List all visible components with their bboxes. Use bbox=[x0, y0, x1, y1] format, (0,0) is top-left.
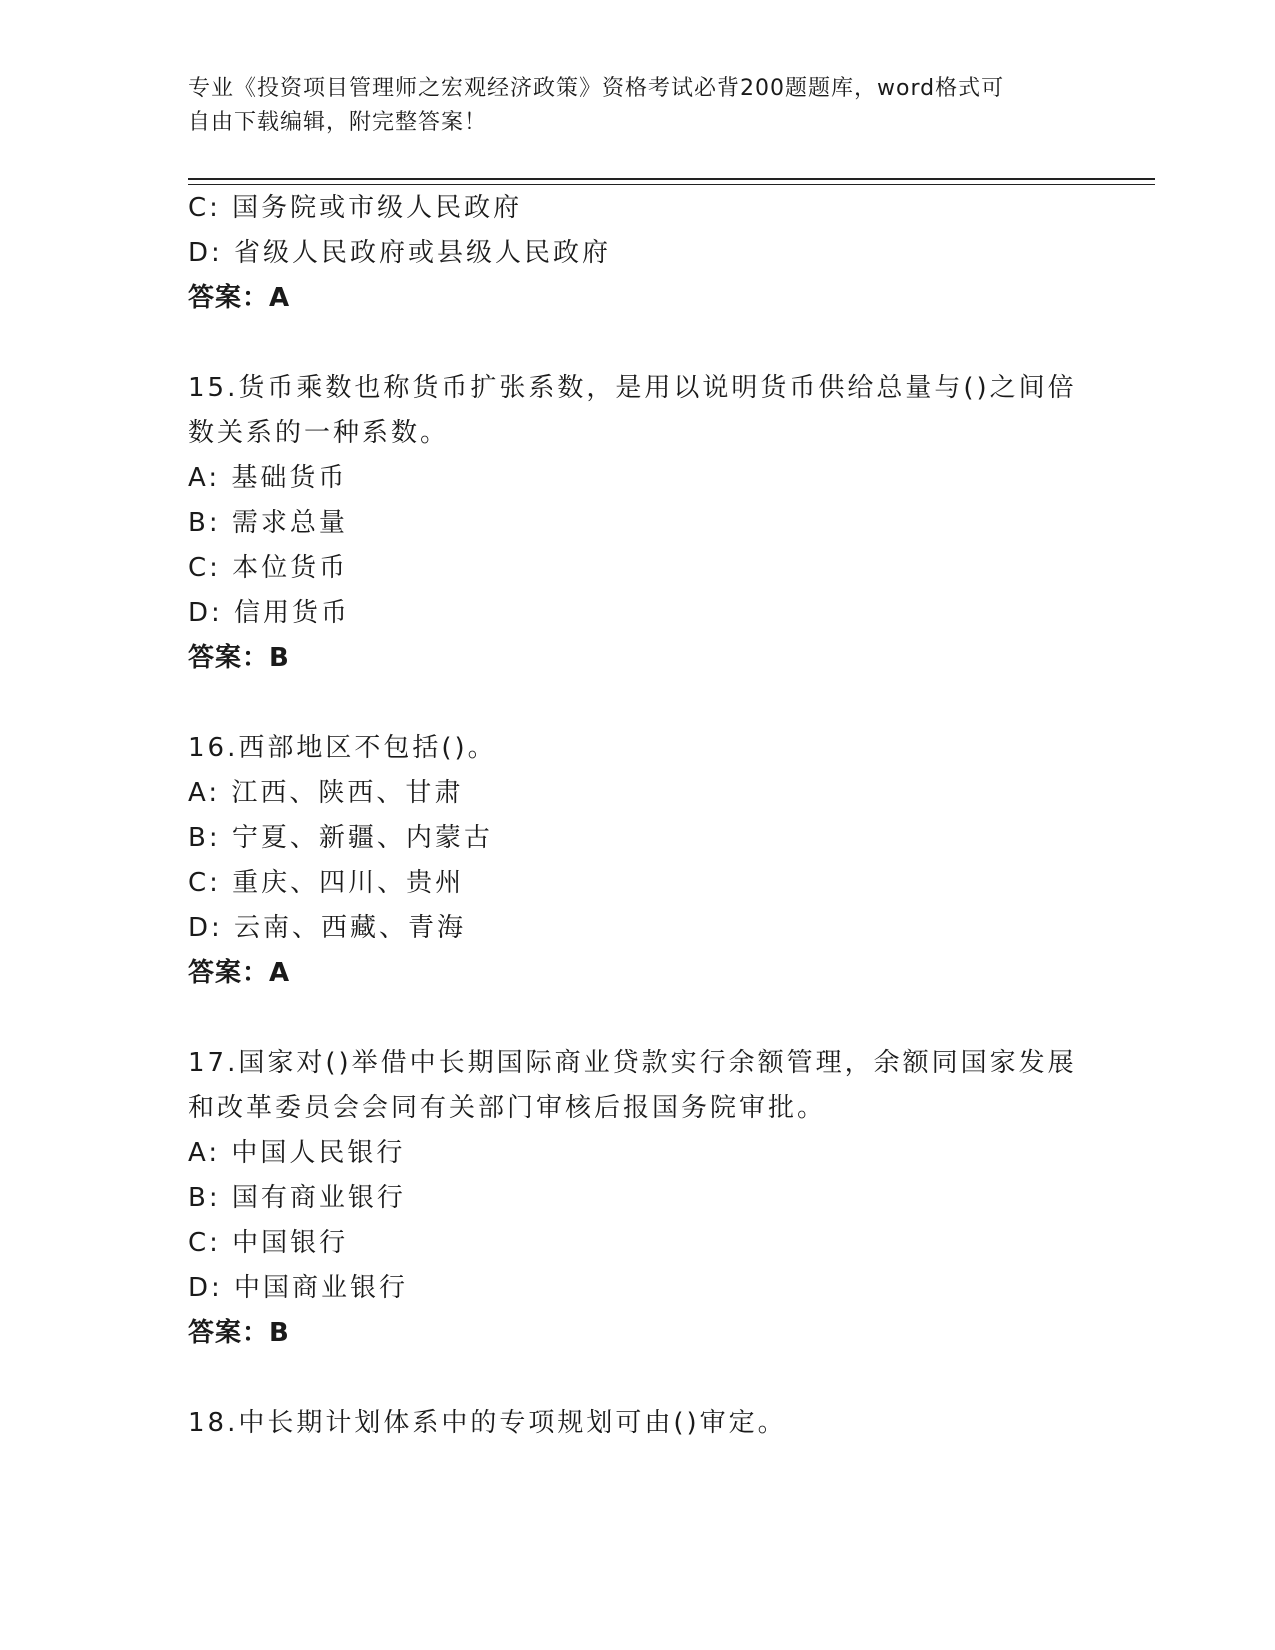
q14-option-d: D: 省级人民政府或县级人民政府 bbox=[188, 238, 612, 268]
q16-option-b: B: 宁夏、新疆、内蒙古 bbox=[188, 823, 493, 853]
q17-option-d: D: 中国商业银行 bbox=[188, 1273, 409, 1303]
q15-option-b: B: 需求总量 bbox=[188, 508, 348, 538]
header-divider-thin bbox=[188, 184, 1155, 185]
q14-option-c: C: 国务院或市级人民政府 bbox=[188, 193, 523, 223]
q17-answer: 答案：B bbox=[188, 1318, 290, 1348]
q15-answer: 答案：B bbox=[188, 643, 290, 673]
q16-option-c: C: 重庆、四川、贵州 bbox=[188, 868, 465, 898]
q15-stem-line-1: 15.货币乘数也称货币扩张系数，是用以说明货币供给总量与()之间倍 bbox=[188, 373, 1077, 403]
q18-stem-line-1: 18.中长期计划体系中的专项规划可由()审定。 bbox=[188, 1408, 787, 1438]
q15-option-d: D: 信用货币 bbox=[188, 598, 351, 628]
q17-option-b: B: 国有商业银行 bbox=[188, 1183, 406, 1213]
header-line-1: 专业《投资项目管理师之宏观经济政策》资格考试必背200题题库，word格式可 bbox=[188, 76, 1005, 101]
q16-stem-line-1: 16.西部地区不包括()。 bbox=[188, 733, 497, 763]
q17-stem-line-1: 17.国家对()举借中长期国际商业贷款实行余额管理，余额同国家发展 bbox=[188, 1048, 1077, 1078]
q17-stem-line-2: 和改革委员会会同有关部门审核后报国务院审批。 bbox=[188, 1093, 827, 1123]
q14-answer: 答案：A bbox=[188, 283, 291, 313]
q16-answer: 答案：A bbox=[188, 958, 291, 988]
q16-option-a: A: 江西、陕西、甘肃 bbox=[188, 778, 464, 808]
document-header bbox=[188, 72, 1068, 140]
q15-option-a: A: 基础货币 bbox=[188, 463, 348, 493]
header-line-2: 自由下载编辑，附完整答案！ bbox=[188, 110, 488, 135]
q17-option-a: A: 中国人民银行 bbox=[188, 1138, 406, 1168]
q17-option-c: C: 中国银行 bbox=[188, 1228, 349, 1258]
q15-option-c: C: 本位货币 bbox=[188, 553, 349, 583]
header-divider-thick bbox=[188, 178, 1155, 180]
q16-option-d: D: 云南、西藏、青海 bbox=[188, 913, 467, 943]
q15-stem-line-2: 数关系的一种系数。 bbox=[188, 418, 450, 448]
